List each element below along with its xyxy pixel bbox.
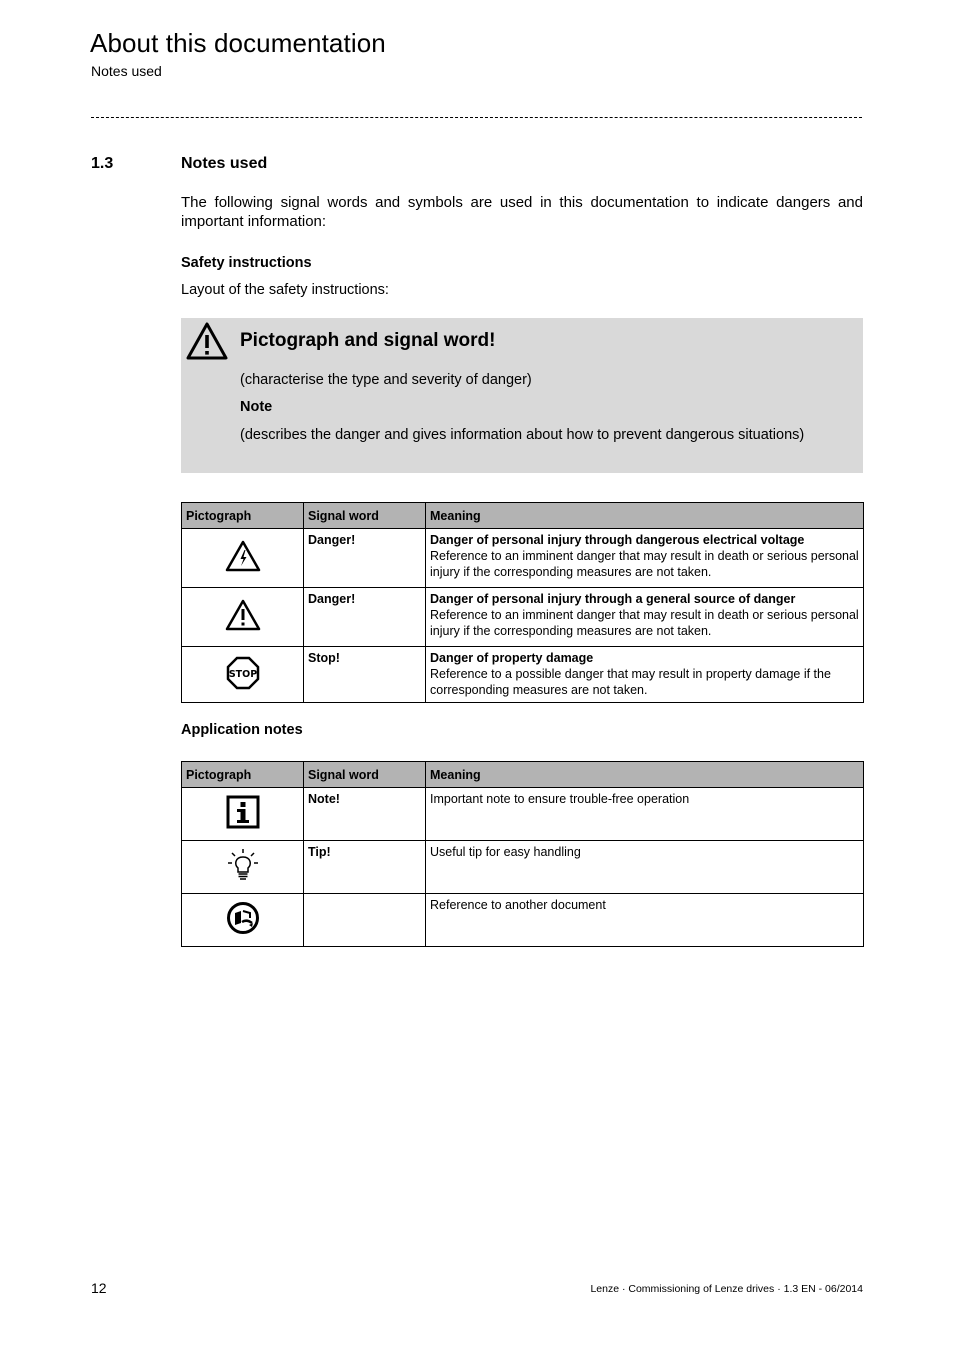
application-notes-table — [181, 761, 864, 947]
safety-instructions-heading: Safety instructions — [181, 255, 312, 271]
meaning-title: Danger of property damage — [430, 651, 594, 665]
signal-word-cell: Tip! — [304, 841, 426, 894]
svg-text:STOP: STOP — [228, 668, 257, 680]
general-danger-warning-icon — [225, 620, 261, 634]
warning-triangle-icon — [185, 321, 229, 366]
signal-word-cell: Danger! — [304, 588, 426, 647]
table-row — [182, 788, 864, 841]
warning-box-description: (describes the danger and gives information about how to prevent dangerous situations) — [240, 427, 805, 443]
meaning-cell — [426, 647, 864, 703]
document-reference-icon — [226, 924, 260, 938]
table-row — [182, 529, 864, 588]
meaning-text: Important note to ensure trouble-free operation — [430, 792, 690, 806]
meaning-cell — [426, 894, 864, 947]
pictograph-cell — [182, 529, 304, 588]
info-icon — [226, 818, 260, 832]
application-notes-heading: Application notes — [181, 722, 303, 738]
warning-box-note-label: Note — [240, 399, 273, 415]
meaning-title: Danger of personal injury through a general source of danger — [430, 592, 796, 606]
pictograph-cell — [182, 647, 304, 703]
safety-layout-text: Layout of the safety instructions: — [181, 282, 389, 298]
signal-word-cell: Stop! — [304, 647, 426, 703]
column-header: Pictograph — [182, 762, 304, 788]
pictograph-cell — [182, 588, 304, 647]
pictograph-cell — [182, 841, 304, 894]
stop-sign-icon — [226, 668, 260, 693]
meaning-text: Reference to an imminent danger that may result in death or serious personal injury if the corresponding measures are not taken. — [430, 608, 859, 638]
section-number: 1.3 — [91, 155, 114, 172]
signal-word-cell: Note! — [304, 788, 426, 841]
table-row — [182, 841, 864, 894]
intro-paragraph: The following signal words and symbols are used in this documentation to indicate dangers and important information: — [181, 194, 863, 230]
warning-box-characterise: (characterise the type and severity of danger) — [240, 372, 532, 388]
meaning-text: Reference to another document — [430, 898, 606, 912]
table-row — [182, 894, 864, 947]
meaning-cell — [426, 841, 864, 894]
meaning-cell — [426, 529, 864, 588]
pictograph-cell — [182, 894, 304, 947]
meaning-title: Danger of personal injury through dangerous electrical voltage — [430, 533, 805, 547]
meaning-text: Reference to a possible danger that may result in property damage if the corresponding measures are not taken. — [430, 667, 831, 697]
meaning-cell — [426, 788, 864, 841]
page-title: About this documentation — [90, 28, 386, 58]
column-header: Meaning — [426, 762, 864, 788]
footer-text: Lenze · Commissioning of Lenze drives · 1.3 EN - 06/2014 — [590, 1283, 863, 1295]
signal-word-cell — [304, 894, 426, 947]
lightbulb-tip-icon — [226, 871, 260, 885]
page-number: 12 — [91, 1280, 107, 1296]
safety-signal-table — [181, 502, 864, 703]
pictograph-cell — [182, 788, 304, 841]
signal-word-cell: Danger! — [304, 529, 426, 588]
column-header: Meaning — [426, 503, 864, 529]
section-title: Notes used — [181, 155, 268, 172]
meaning-text: Useful tip for easy handling — [430, 845, 581, 859]
page-subtitle: Notes used — [91, 63, 162, 79]
column-header: Signal word — [304, 503, 426, 529]
table-row — [182, 647, 864, 703]
table-row — [182, 588, 864, 647]
meaning-text: Reference to an imminent danger that may result in death or serious personal injury if the corresponding measures are not taken. — [430, 549, 859, 579]
header-divider — [91, 117, 862, 118]
meaning-cell — [426, 588, 864, 647]
warning-box-title: Pictograph and signal word! — [240, 330, 496, 351]
safety-instruction-box — [181, 318, 863, 473]
table-header-row — [182, 503, 864, 529]
column-header: Signal word — [304, 762, 426, 788]
electrical-voltage-warning-icon — [225, 561, 261, 575]
table-header-row — [182, 762, 864, 788]
column-header: Pictograph — [182, 503, 304, 529]
